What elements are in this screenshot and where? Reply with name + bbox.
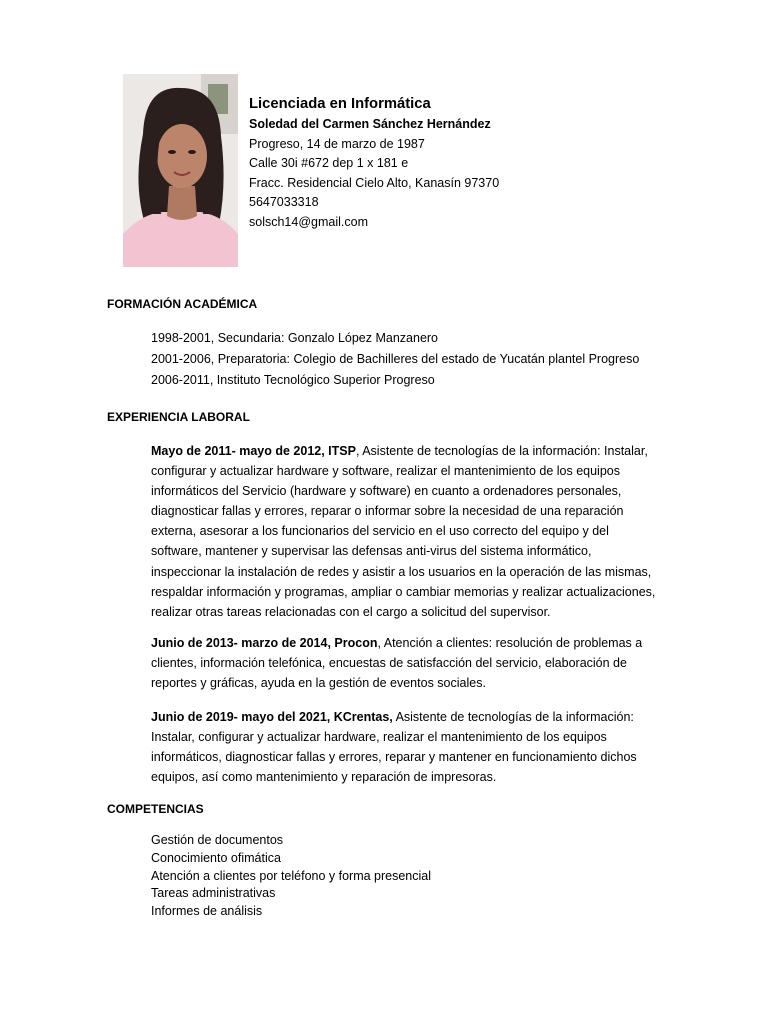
job-description: Asistente de tecnologías de la información: [392, 710, 634, 724]
skill-item: Conocimiento ofimática [151, 850, 281, 865]
experience-heading: EXPERIENCIA LABORAL [107, 410, 250, 424]
job-period: Junio de 2019- mayo del 2021, KCrentas, [151, 710, 393, 724]
job-entry-procon [151, 633, 671, 693]
job-description: , Atención a clientes: resolución de problemas a [377, 636, 643, 650]
job-entry-itsp [151, 441, 671, 622]
job-description: inspeccionar la instalación de redes y asistir a los usuarios en la operación de las mismas, [151, 564, 652, 579]
portrait-image [123, 74, 238, 267]
job-description: equipos, así como mantenimiento y reparación de impresoras. [151, 770, 497, 785]
address-line-1: Calle 30i #672 dep 1 x 181 e [249, 156, 409, 171]
phone-number: 5647033318 [249, 195, 319, 210]
professional-title: Licenciada en Informática [249, 96, 431, 112]
job-description: clientes, información telefónica, encuestas de satisfacción del servicio, elaboración de [151, 656, 627, 671]
skills-heading: COMPETENCIAS [107, 802, 204, 816]
skill-item: Atención a clientes por teléfono y forma presencial [151, 868, 432, 883]
skill-item: Gestión de documentos [151, 833, 284, 847]
job-description: , Asistente de tecnologías de la información: Instalar, [355, 444, 648, 458]
skill-item: Informes de análisis [151, 904, 263, 919]
job-description: diagnosticar fallas y errores, reparar o informar sobre la necesidad de una reparación [151, 504, 624, 519]
skills-list [151, 832, 431, 921]
skill-item: Tareas administrativas [151, 886, 276, 901]
job-description: informáticos, diagnosticar fallas y errores, reparar y mantener en funcionamiento dichos [151, 750, 637, 765]
job-period: Junio de 2013- marzo de 2014, Procon [151, 636, 378, 650]
job-description: externa, asesorar a los funcionarios del servicio en el uso correcto del equipo y del [151, 524, 609, 539]
address-line-2: Fracc. Residencial Cielo Alto, Kanasín 97370 [249, 175, 500, 190]
job-description: Instalar, configurar y actualizar hardware, realizar el mantenimiento de los equipos [151, 730, 607, 745]
education-item: 2006-2011, Instituto Tecnológico Superior Progreso [151, 372, 435, 387]
job-description: informáticos del Servicio (hardware y software) en cuanto a ordenadores personales, [151, 484, 622, 499]
full-name: Soledad del Carmen Sánchez Hernández [249, 117, 491, 131]
job-description: software, mantener y supervisar las defensas anti-virus del sistema informático, [151, 544, 592, 559]
job-period: Mayo de 2011- mayo de 2012, ITSP [151, 444, 356, 458]
contact-header [249, 93, 499, 233]
job-description: realizar otras tareas relacionadas con el cargo a solicitud del supervisor. [151, 604, 551, 619]
education-item: 1998-2001, Secundaria: Gonzalo López Manzanero [151, 331, 439, 345]
education-item: 2001-2006, Preparatoria: Colegio de Bachilleres del estado de Yucatán plantel Progreso [151, 351, 640, 366]
education-list [151, 328, 639, 390]
job-description: respaldar información y programas, ampliar o cambiar memorias y realizar actualizaciones, [151, 584, 656, 599]
email-address: solsch14@gmail.com [249, 214, 368, 229]
job-description: reportes y gráficas, ayuda en la gestión de eventos sociales. [151, 676, 486, 691]
birth-info: Progreso, 14 de marzo de 1987 [249, 136, 425, 151]
education-heading: FORMACIÓN ACADÉMICA [107, 297, 258, 311]
job-description: configurar y actualizar hardware y software, realizar el mantenimiento de los equipos [151, 464, 620, 479]
job-entry-kcrentas [151, 707, 671, 787]
profile-photo [123, 74, 238, 267]
